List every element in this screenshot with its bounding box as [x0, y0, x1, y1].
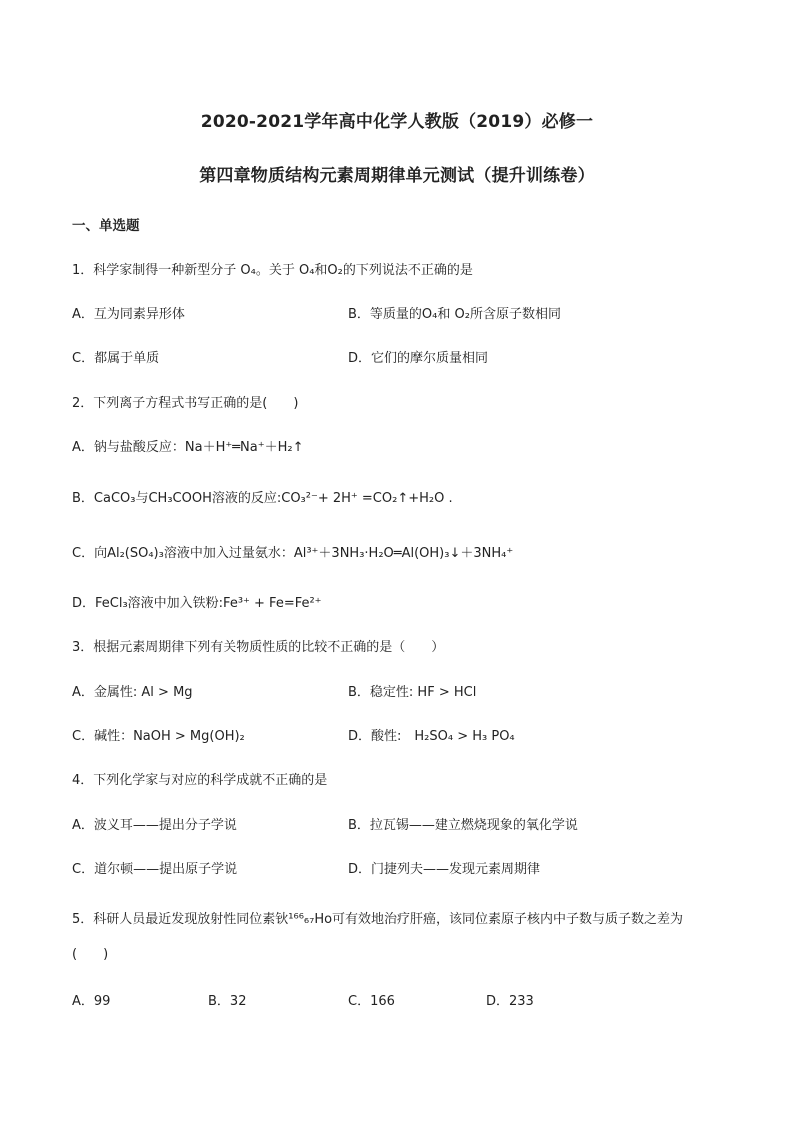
question-2-option-b: B．CaCO₃与CH₃COOH溶液的反应:CO₃²⁻+ 2H⁺ =CO₂↑+H₂O . — [72, 491, 453, 506]
question-1-option-b: B．等质量的O₄和 O₂所含原子数相同 — [348, 307, 561, 322]
question-3-option-c: C．碱性：NaOH > Mg(OH)₂ — [72, 729, 245, 744]
question-5-option-b: B．32 — [208, 994, 247, 1009]
question-1-option-c: C．都属于单质 — [72, 351, 160, 366]
question-4-option-a: A．波义耳——提出分子学说 — [72, 818, 237, 833]
question-2-option-d: D．FeCl₃溶液中加入铁粉:Fe³⁺ + Fe=Fe²⁺ — [72, 596, 322, 611]
question-5-option-c: C．166 — [348, 994, 395, 1009]
question-2-stem: 2．下列离子方程式书写正确的是( ) — [72, 396, 299, 411]
question-4-option-c: C．道尔顿——提出原子学说 — [72, 862, 238, 877]
question-1-option-a: A．互为同素异形体 — [72, 307, 185, 322]
question-3-option-b: B．稳定性: HF > HCl — [348, 685, 477, 700]
question-3-option-d: D．酸性: H₂SO₄ > H₃ PO₄ — [348, 729, 515, 744]
question-2-option-a: A．钠与盐酸反应：Na＋H⁺═Na⁺＋H₂↑ — [72, 440, 304, 455]
question-1-stem: 1．科学家制得一种新型分子 O₄。关于 O₄和O₂的下列说法不正确的是 — [72, 263, 473, 278]
question-4-stem: 4．下列化学家与对应的科学成就不正确的是 — [72, 773, 328, 788]
question-5-stem-continued: ( ) — [72, 947, 109, 962]
exam-title-line-2: 第四章物质结构元素周期律单元测试（提升训练卷） — [199, 166, 595, 186]
question-4-option-b: B．拉瓦锡——建立燃烧现象的氧化学说 — [348, 818, 578, 833]
exam-title-line-1: 2020-2021学年高中化学人教版（2019）必修一 — [200, 112, 594, 132]
question-3-option-a: A．金属性: Al > Mg — [72, 685, 193, 700]
question-5-option-d: D．233 — [486, 994, 534, 1009]
question-4-option-d: D．门捷列夫——发现元素周期律 — [348, 862, 541, 877]
question-5-stem: 5．科研人员最近发现放射性同位素钬¹⁶⁶₆₇Ho可有效地治疗肝癌，该同位素原子核内中子数与质子数之差为 — [72, 912, 684, 927]
question-1-option-d: D．它们的摩尔质量相同 — [348, 351, 489, 366]
section-heading: 一、单选题 — [72, 218, 140, 234]
question-2-option-c: C．向Al₂(SO₄)₃溶液中加入过量氨水：Al³⁺＋3NH₃·H₂O═Al(OH)₃↓＋3NH₄⁺ — [72, 546, 514, 561]
question-3-stem: 3．根据元素周期律下列有关物质性质的比较不正确的是（ ） — [72, 640, 445, 655]
question-5-option-a: A．99 — [72, 994, 111, 1009]
